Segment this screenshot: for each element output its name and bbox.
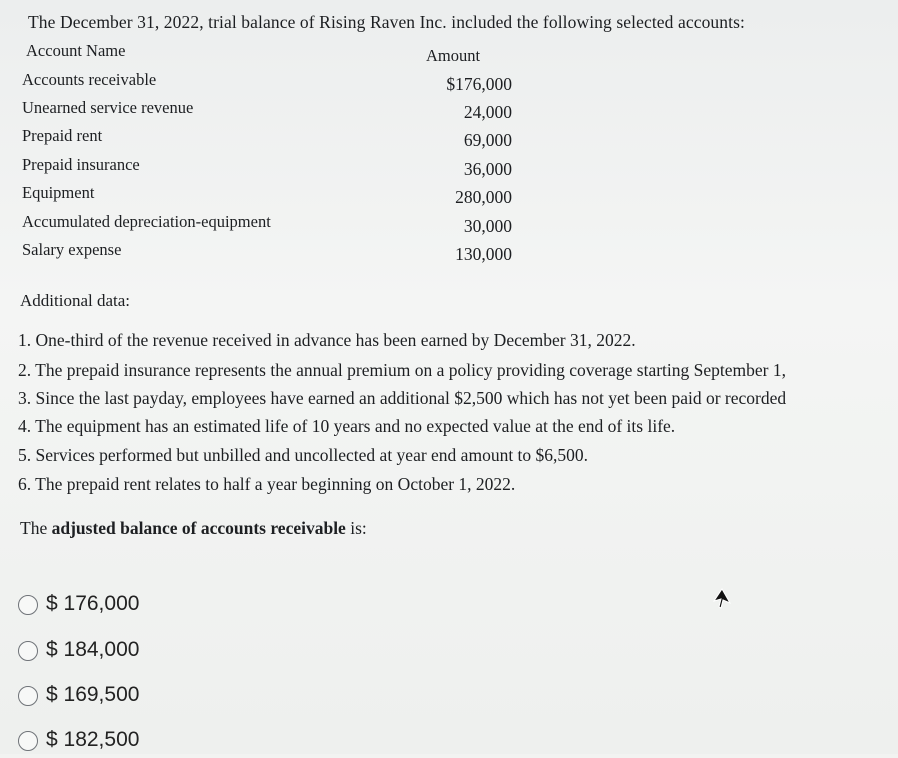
note-item: 1. One-third of the revenue received in advance has been earned by December 31, 2022. [18, 330, 636, 350]
account-amount: 130,000 [455, 244, 512, 264]
account-name: Accumulated depreciation-equipment [22, 212, 271, 231]
table-row [0, 155, 600, 183]
radio-button[interactable] [18, 686, 38, 706]
table-row [0, 98, 600, 126]
answer-option-label[interactable]: $ 184,000 [46, 638, 140, 661]
question-prefix: The [20, 518, 52, 538]
question-suffix: is: [345, 518, 367, 538]
account-name: Salary expense [22, 240, 122, 259]
account-name: Equipment [22, 183, 95, 202]
account-amount: 30,000 [463, 216, 512, 236]
note-item: 2. The prepaid insurance represents the annual premium on a policy providing coverage starting September 1, [18, 360, 786, 380]
answer-option-label[interactable]: $ 182,500 [46, 728, 140, 751]
table-row [0, 183, 600, 211]
table-row [0, 70, 600, 98]
account-name: Prepaid insurance [22, 155, 140, 174]
radio-button[interactable] [18, 731, 38, 751]
account-name: Unearned service revenue [22, 98, 194, 117]
table-row [0, 126, 600, 154]
mouse-pointer-icon [712, 588, 732, 610]
account-name: Prepaid rent [22, 126, 103, 145]
question-emphasis: adjusted balance of accounts receivable [51, 518, 346, 538]
note-item: 5. Services performed but unbilled and uncollected at year end amount to $6,500. [18, 445, 589, 465]
account-amount: 24,000 [463, 102, 512, 122]
note-item: 3. Since the last payday, employees have earned an additional $2,500 which has not yet been paid or recorded [18, 388, 787, 408]
column-header-amount: Amount [426, 46, 481, 65]
answer-option[interactable] [18, 683, 218, 713]
question-text [20, 518, 367, 539]
column-header-account-name: Account Name [26, 41, 126, 60]
account-name: Accounts receivable [22, 70, 157, 89]
account-amount: 69,000 [463, 130, 512, 150]
answer-option[interactable] [18, 638, 218, 668]
intro-text: The December 31, 2022, trial balance of Rising Raven Inc. included the following selected accounts: [28, 12, 745, 32]
table-row [0, 240, 600, 268]
account-amount: 36,000 [463, 159, 512, 179]
note-item: 6. The prepaid rent relates to half a year beginning on October 1, 2022. [18, 474, 516, 494]
table-row [0, 212, 600, 240]
radio-button[interactable] [18, 641, 38, 661]
account-amount: 280,000 [455, 187, 512, 207]
account-amount: $176,000 [446, 74, 512, 94]
note-item: 4. The equipment has an estimated life of 10 years and no expected value at the end of its life. [18, 416, 676, 436]
answer-option-label[interactable]: $ 169,500 [46, 683, 140, 706]
additional-data-title: Additional data: [20, 291, 131, 310]
radio-button[interactable] [18, 595, 38, 615]
answer-option[interactable] [18, 592, 218, 622]
answer-option-label[interactable]: $ 176,000 [46, 592, 140, 615]
